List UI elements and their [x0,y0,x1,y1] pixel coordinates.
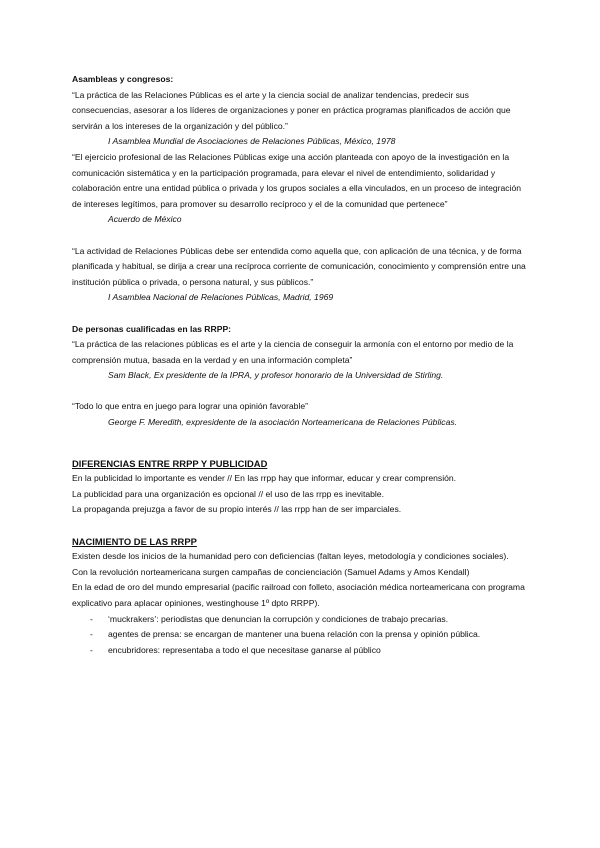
quote-text: “El ejercicio profesional de las Relaciones Públicas exige una acción planteada con apoyo de la investigación en la comunicación sistemática y en la participación programada, para elevar el nivel de entendimiento, solidaridad y colaboración entre una entidad pública o privada y los grupos sociales a ella vinculados, en un proceso de integración de intereses legítimos, para promover su desarrollo recíproco y el de la comunidad que pertenece” [72,151,522,209]
section-heading-personas: De personas cualificadas en las RRPP: [72,323,232,334]
list-item: - encubridores: representaba a todo el que necesitase ganarse al público [90,643,528,659]
spacer [72,431,528,456]
quote-text: “La actividad de Relaciones Públicas debe ser entendida como aquella que, con aplicación de una técnica, y de forma planificada y habitual, se dirija a crear una recíproca corriente de comunicación, conocimiento y comprensión entre una institución pública o privada, o persona natural, y sus públicos.” [72,245,526,287]
quote-source: George F. Meredith, expresidente de la asociación Norteamericana de Relaciones Públicas. [108,417,458,428]
paragraph-line: La propaganda prejuzga a favor de su propio interés // las rrpp han de ser imparciales. [72,504,402,515]
spacer [72,306,528,322]
section-heading-nacimiento: NACIMIENTO DE LAS RRPP [72,535,197,547]
paragraph-line: Con la revolución norteamericana surgen campañas de concienciación (Samuel Adams y Amos Kendall) [72,566,470,577]
paragraph-line: Existen desde los inicios de la humanidad pero con deficiencias (faltan leyes, metodología y condiciones sociales). [72,551,509,562]
quote-source: I Asamblea Mundial de Asociaciones de Relaciones Públicas, México, 1978 [108,136,396,147]
document-content [72,72,528,658]
section-heading-asambleas: Asambleas y congresos: [72,74,174,84]
bullet-list [72,612,528,659]
quote-source: I Asamblea Nacional de Relaciones Públicas, Madrid, 1969 [108,292,334,303]
quote-source: Acuerdo de México [108,214,182,225]
spacer [72,518,528,534]
paragraph-line: En la publicidad lo importante es vender // En las rrpp hay que informar, educar y crear comprensión. [72,473,457,484]
list-item: - ‘muckrakers’: periodistas que denuncian la corrupción y condiciones de trabajo precarias. [90,612,528,628]
quote-text: “Todo lo que entra en juego para lograr una opinión favorable” [72,401,309,412]
paragraph-line: En la edad de oro del mundo empresarial (pacific railroad con folleto, asociación médica norteamericana con programa explicativo para aplacar opiniones, westinghouse 1º dpto RRPP). [72,582,525,608]
section-heading-diferencias: DIFERENCIAS ENTRE RRPP Y PUBLICIDAD [72,457,268,469]
quote-text: “La práctica de las relaciones públicas es el arte y la ciencia de conseguir la armonía con el entorno por medio de la comprensión mutua, basada en la verdad y en una información completa” [72,339,514,365]
quote-text: “La práctica de las Relaciones Públicas es el arte y la ciencia social de analizar tendencias, predecir sus consecuencias, asesorar a los líderes de organizaciones y poner en práctica programas planificados de acción que servirán a los intereses de la organización y del público.” [72,89,511,131]
spacer [72,228,528,244]
spacer [72,384,528,400]
paragraph-line: La publicidad para una organización es opcional // el uso de las rrpp es inevitable. [72,488,384,499]
list-item: - agentes de prensa: se encargan de mantener una buena relación con la prensa y opinión pública. [90,627,528,643]
quote-source: Sam Black, Ex presidente de la IPRA, y profesor honorario de la Universidad de Stirling. [108,370,444,381]
